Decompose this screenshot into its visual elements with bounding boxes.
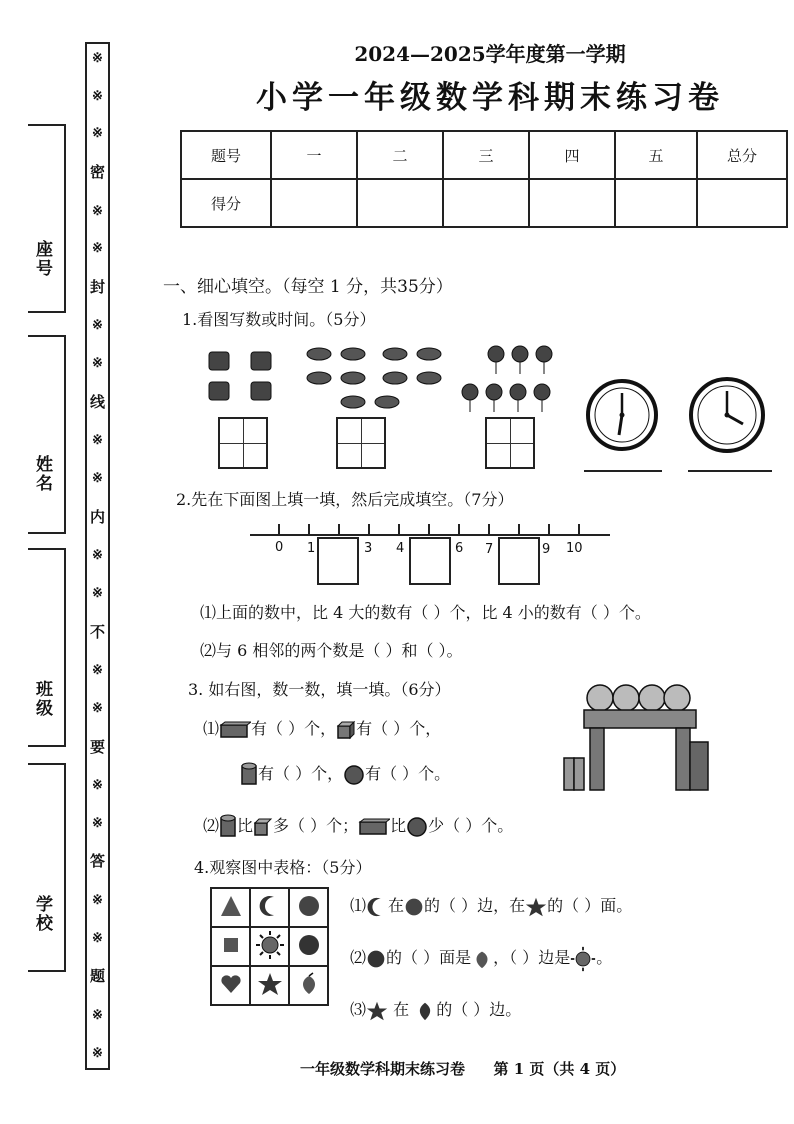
ball-icon [366, 949, 386, 969]
moon-icon [258, 894, 282, 918]
flowers-picture [458, 344, 558, 414]
margin-bracket-seat [28, 124, 66, 313]
margin-label-name: 姓名 [32, 455, 52, 493]
number-line-label: 7 [485, 542, 494, 557]
grid-cell [289, 966, 328, 1005]
cube-icon [253, 817, 273, 837]
question-2-sub-2: ⑵与 6 相邻的两个数是（ ）和（ ）。 [200, 641, 463, 660]
margin-bracket-name [28, 335, 66, 534]
year-term: 2024—2025学年度第一学期 [354, 42, 626, 66]
grid-cell [211, 888, 250, 927]
square-icon [219, 933, 243, 957]
ball-icon [297, 933, 321, 957]
seal-char: 答 [89, 852, 105, 871]
shape-structure-picture [560, 682, 720, 797]
flower-icon [462, 346, 552, 412]
answer-box-shoes[interactable] [336, 417, 386, 469]
question-4-sub-2: ⑵ 的（ ）面是 ，（ ）边是 。 [350, 945, 612, 972]
shoes-picture [305, 344, 445, 414]
question-3-line-3: ⑵ 比 多（ ）个； 比 少（ ）个。 [203, 813, 513, 840]
shoe-icon [307, 348, 441, 408]
seal-char: 密 [89, 162, 105, 181]
answer-box-flowers[interactable] [485, 417, 535, 469]
question-3-line-2: 有（ ）个， 有（ ）个。 [240, 761, 450, 788]
score-head-cell: 得分 [181, 179, 271, 227]
shape-grid [210, 887, 329, 1006]
question-4-sub-1: ⑴ 在 的（ ）边，在 的（ ）面。 [350, 893, 632, 918]
moon-icon [366, 896, 388, 918]
sphere-icon [406, 816, 428, 838]
leaf-icon [471, 947, 493, 971]
number-line-blank-1[interactable] [317, 537, 359, 585]
score-col-4: 四 [529, 131, 615, 179]
triangle-icon [219, 894, 243, 918]
margin-label-seat: 座号 [32, 240, 52, 278]
cuboid-icon [358, 818, 390, 836]
number-line-tick [428, 524, 430, 534]
score-input-4[interactable] [529, 179, 615, 227]
page-title: 小学一年级数学科期末练习卷 [256, 80, 724, 116]
answer-line-clock-1[interactable] [584, 470, 662, 472]
question-1-label: 1.看图写数或时间。（5分） [182, 310, 376, 329]
question-3-label: 3. 如右图，数一数，填一填。（6分） [188, 680, 451, 699]
score-head-cell: 题号 [181, 131, 271, 179]
seal-char: 要 [89, 737, 105, 756]
grid-cell [250, 888, 289, 927]
cubes-picture [205, 346, 280, 406]
star-icon [257, 971, 283, 997]
number-line-blank-3[interactable] [498, 537, 540, 585]
number-line-label: 0 [275, 540, 284, 555]
number-line-label: 6 [455, 541, 464, 556]
cube-icon [336, 720, 356, 740]
score-col-3: 三 [443, 131, 529, 179]
number-line-tick [578, 524, 580, 534]
cube-icon [209, 352, 271, 400]
score-input-5[interactable] [615, 179, 697, 227]
clock-icon [585, 378, 659, 452]
ball-icon [297, 894, 321, 918]
number-line-tick [398, 524, 400, 534]
score-input-1[interactable] [271, 179, 357, 227]
seal-char: 不 [89, 622, 105, 641]
grid-cell [211, 927, 250, 966]
seal-char: 题 [89, 967, 105, 986]
seal-char: 线 [89, 392, 105, 411]
number-line [250, 534, 610, 536]
number-line-label: 4 [396, 541, 405, 556]
question-4-label: 4.观察图中表格：（5分） [194, 858, 372, 877]
number-line-label: 3 [364, 541, 373, 556]
number-line-tick [308, 524, 310, 534]
section-heading: 一、细心填空。（每空 1 分，共35分） [163, 277, 453, 297]
margin-bracket-school [28, 763, 66, 972]
number-line-tick [278, 524, 280, 534]
number-line-label: 9 [542, 542, 551, 557]
star-icon [366, 1000, 388, 1022]
seal-strip: ※ ※ ※ 密 ※ ※ 封 ※ ※ 线 ※ ※ 内 ※ ※ 不 ※ ※ 要 ※ ※ 答 ※ ※ 题 ※ ※ [85, 42, 110, 1070]
grid-cell [250, 966, 289, 1005]
score-col-5: 五 [615, 131, 697, 179]
footer-page-number: 第 1 页（共 4 页） [493, 1060, 626, 1078]
number-line-blank-2[interactable] [409, 537, 451, 585]
number-line-label: 10 [566, 541, 583, 556]
sphere-icon [343, 764, 365, 786]
score-table [180, 130, 788, 228]
sun-icon [255, 930, 285, 960]
margin-label-class: 班级 [32, 680, 52, 718]
grid-cell [289, 927, 328, 966]
ball-icon [404, 897, 424, 917]
score-input-2[interactable] [357, 179, 443, 227]
grid-cell [250, 927, 289, 966]
number-line-tick [488, 524, 490, 534]
score-col-1: 一 [271, 131, 357, 179]
clock-icon [688, 376, 766, 454]
cylinder-icon [219, 814, 237, 840]
question-2-sub-1: ⑴上面的数中，比 4 大的数有（ ）个，比 4 小的数有（ ）个。 [200, 603, 651, 622]
score-table-row-header [181, 131, 787, 179]
score-col-2: 二 [357, 131, 443, 179]
score-input-3[interactable] [443, 179, 529, 227]
leaf-icon [297, 972, 321, 996]
grid-cell [211, 966, 250, 1005]
star-icon [525, 896, 547, 918]
number-line-tick [518, 524, 520, 534]
sun-icon [570, 946, 596, 972]
answer-line-clock-2[interactable] [688, 470, 772, 472]
number-line-tick [548, 524, 550, 534]
heart-icon [219, 972, 243, 996]
number-line-tick [368, 524, 370, 534]
page-footer [300, 1058, 625, 1079]
answer-box-cubes[interactable] [218, 417, 268, 469]
question-3-line-1: ⑴ 有（ ）个， 有（ ）个， [203, 719, 442, 738]
cylinder-icon [240, 762, 258, 788]
heart-icon [414, 1000, 436, 1022]
number-line-tick [338, 524, 340, 534]
grid-cell [289, 888, 328, 927]
footer-title: 一年级数学科期末练习卷 [300, 1060, 466, 1078]
question-4-sub-3: ⑶ 在 的（ ）边。 [350, 997, 521, 1022]
question-2-label: 2.先在下面图上填一填，然后完成填空。（7分） [176, 490, 514, 509]
seal-char: 封 [89, 277, 105, 296]
score-input-total[interactable] [697, 179, 787, 227]
number-line-label: 1 [307, 541, 316, 556]
number-line-tick [458, 524, 460, 534]
margin-label-school: 学校 [32, 895, 52, 933]
seal-char: 内 [89, 507, 105, 526]
score-table-row-score [181, 179, 787, 227]
cuboid-icon [219, 721, 251, 739]
score-col-total: 总分 [697, 131, 787, 179]
